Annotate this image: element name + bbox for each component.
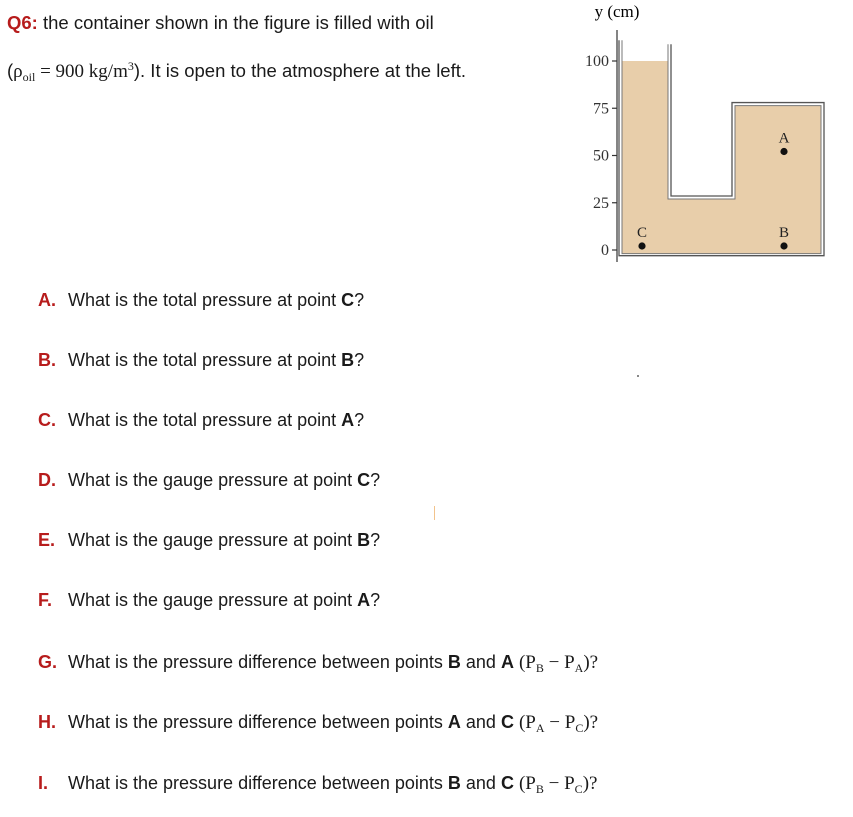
question-item — [38, 410, 364, 431]
cube-superscript: 3 — [127, 59, 134, 73]
y-tick-label: 25 — [593, 194, 609, 212]
question-text: What is the total pressure at point — [68, 350, 342, 370]
question-letter: B. — [38, 350, 56, 370]
y-axis-ticks — [585, 53, 617, 259]
point-label: C — [341, 290, 355, 310]
point-b-label: B — [778, 225, 790, 241]
paren-open: ( — [7, 60, 14, 81]
question-item — [38, 470, 380, 491]
question-letter: F. — [38, 590, 53, 610]
question-letter: A. — [38, 290, 56, 310]
point-c-marker — [638, 242, 645, 249]
oil-fill — [622, 61, 821, 254]
y-tick-label: 100 — [585, 53, 609, 70]
question-letter: C. — [38, 410, 56, 430]
question-item — [38, 290, 364, 311]
point-label-first: B — [447, 773, 461, 793]
point-label: B — [341, 350, 355, 370]
question-text: What is the total pressure at point — [68, 410, 342, 430]
point-a-label: A — [778, 130, 790, 147]
problem-statement-line1 — [7, 12, 434, 34]
container-figure — [555, 0, 853, 270]
question-end: ? — [354, 410, 365, 430]
question-item — [38, 530, 380, 551]
point-a-marker — [780, 148, 787, 155]
question-letter: I. — [38, 773, 49, 793]
question-and: and — [460, 773, 501, 793]
formula-sub-first: A — [535, 721, 545, 735]
question-and: and — [460, 712, 501, 732]
formula-close: )? — [583, 712, 599, 733]
question-letter: E. — [38, 530, 56, 550]
formula-sub-second: C — [574, 782, 583, 796]
formula-sub-second: C — [575, 721, 584, 735]
formula-close: )? — [583, 652, 599, 673]
question-item — [38, 712, 598, 734]
point-label: B — [357, 530, 371, 550]
problem-statement-line2 — [7, 60, 466, 83]
rho-symbol: ρ — [13, 61, 23, 82]
question-end: ? — [370, 590, 381, 610]
point-label-second: C — [500, 712, 514, 732]
point-label: A — [357, 590, 371, 610]
question-and: and — [460, 652, 501, 672]
question-text: What is the pressure difference between points — [68, 712, 448, 732]
point-label-first: B — [447, 652, 461, 672]
question-letter: H. — [38, 712, 56, 732]
question-item — [38, 652, 598, 674]
question-text: What is the gauge pressure at point — [68, 590, 358, 610]
point-b-marker — [780, 242, 787, 249]
question-text: What is the pressure difference between points — [68, 773, 448, 793]
rho-subscript: oil — [22, 70, 36, 84]
formula-minus: − P — [543, 773, 575, 794]
formula-open: (P — [518, 652, 536, 673]
formula-minus: − P — [543, 652, 575, 673]
question-text: What is the total pressure at point — [68, 290, 342, 310]
question-text: What is the gauge pressure at point — [68, 470, 358, 490]
stray-dot — [637, 375, 639, 377]
point-label-second: C — [500, 773, 514, 793]
formula-sub-first: B — [535, 661, 544, 675]
question-number: Q6: — [7, 12, 38, 33]
pressure-difference-formula — [519, 652, 598, 673]
formula-open: (P — [518, 712, 536, 733]
point-label: C — [357, 470, 371, 490]
formula-sub-first: B — [535, 782, 544, 796]
question-item — [38, 590, 380, 611]
formula-open: (P — [518, 773, 536, 794]
question-item — [38, 350, 364, 371]
question-end: ? — [370, 470, 381, 490]
point-label-first: A — [447, 712, 461, 732]
question-letter: G. — [38, 652, 58, 672]
formula-close: )? — [582, 773, 598, 794]
question-text: What is the pressure difference between points — [68, 652, 448, 672]
question-end: ? — [354, 290, 365, 310]
y-tick-label: 0 — [601, 242, 609, 259]
point-c-label: C — [636, 225, 648, 241]
pressure-difference-formula — [519, 712, 598, 733]
question-letter: D. — [38, 470, 56, 490]
pressure-difference-formula — [519, 773, 598, 794]
intro-text: the container shown in the figure is filled with oil — [37, 12, 434, 33]
point-label: A — [341, 410, 355, 430]
y-tick-label: 50 — [593, 147, 609, 165]
density-value: = 900 kg/m — [35, 61, 128, 82]
density-expression — [13, 61, 134, 82]
question-item — [38, 773, 597, 795]
formula-sub-second: A — [574, 661, 584, 675]
question-end: ? — [354, 350, 365, 370]
question-end: ? — [370, 530, 381, 550]
question-text: What is the gauge pressure at point — [68, 530, 358, 550]
y-tick-label: 75 — [593, 100, 609, 118]
point-label-second: A — [500, 652, 514, 672]
formula-minus: − P — [544, 712, 576, 733]
stray-mark — [434, 506, 435, 520]
y-axis-label: y (cm) — [594, 2, 640, 21]
intro-text-rest: ). It is open to the atmosphere at the left. — [133, 60, 467, 81]
